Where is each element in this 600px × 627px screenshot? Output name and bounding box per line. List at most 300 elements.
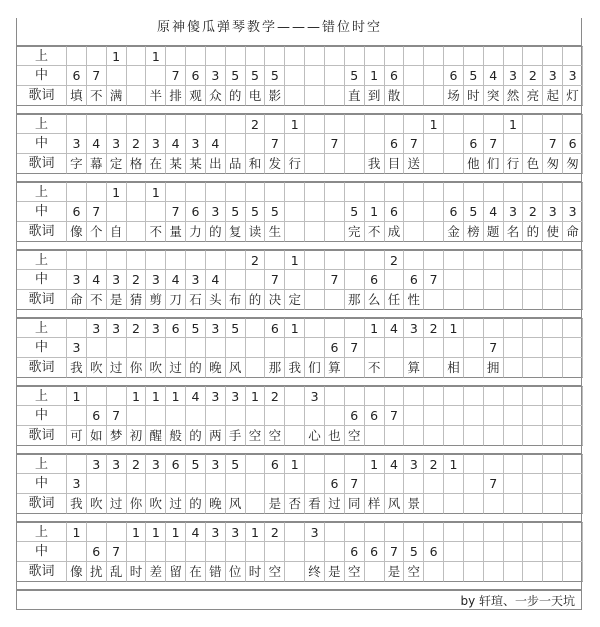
note-cell: 6 <box>186 66 206 86</box>
note-cell <box>543 542 563 562</box>
note-cell: 6 <box>67 202 87 222</box>
lyric-cell: 石 <box>186 290 206 310</box>
note-cell: 2 <box>523 202 543 222</box>
lyrics-row <box>16 154 582 174</box>
note-cell <box>166 46 186 66</box>
note-cell <box>166 474 186 494</box>
lyric-cell: 我 <box>285 358 305 378</box>
lyric-cell: 如 <box>87 426 107 446</box>
row-label-upper: 上 <box>17 114 67 134</box>
note-cell <box>166 338 186 358</box>
note-cell <box>206 114 226 134</box>
lyric-cell: 起 <box>543 86 563 106</box>
note-cell <box>226 542 246 562</box>
lyric-cell: 幕 <box>87 154 107 174</box>
note-cell <box>385 474 405 494</box>
lyric-cell: 色 <box>523 154 543 174</box>
lyric-cell: 的 <box>186 426 206 446</box>
note-cell <box>385 182 405 202</box>
row-label-upper: 上 <box>17 386 67 406</box>
lyric-cell: 般 <box>166 426 186 446</box>
lyric-cell: 匆 <box>563 154 583 174</box>
note-cell: 3 <box>305 522 325 542</box>
lyric-cell: 风 <box>385 494 405 514</box>
lyric-cell: 心 <box>305 426 325 446</box>
lyric-cell: 景 <box>404 494 424 514</box>
note-cell: 4 <box>385 318 405 338</box>
note-cell <box>365 134 385 154</box>
note-cell <box>226 406 246 426</box>
note-cell <box>523 454 543 474</box>
lyric-cell: 过 <box>166 494 186 514</box>
lyric-cell: 观 <box>186 86 206 106</box>
note-cell <box>385 522 405 542</box>
note-cell: 3 <box>67 270 87 290</box>
note-cell <box>543 474 563 494</box>
note-cell <box>265 114 285 134</box>
lyric-cell: 影 <box>265 86 285 106</box>
note-cell <box>305 182 325 202</box>
note-cell <box>285 542 305 562</box>
lyric-cell: 空 <box>246 426 266 446</box>
note-cell <box>424 134 444 154</box>
note-cell <box>305 318 325 338</box>
note-cell <box>444 338 464 358</box>
lyric-cell: 某 <box>166 154 186 174</box>
note-cell <box>424 202 444 222</box>
middle-row <box>16 202 582 222</box>
note-cell <box>166 250 186 270</box>
note-cell: 3 <box>206 522 226 542</box>
note-cell <box>345 454 365 474</box>
lyric-cell <box>127 86 147 106</box>
note-cell <box>127 474 147 494</box>
lyric-cell: 空 <box>265 426 285 446</box>
note-cell <box>563 250 583 270</box>
note-cell: 2 <box>523 66 543 86</box>
lyric-cell: 空 <box>345 562 365 582</box>
lyric-cell: 醒 <box>146 426 166 446</box>
note-cell <box>563 114 583 134</box>
lyric-cell <box>285 426 305 446</box>
upper-row <box>16 182 582 202</box>
note-cell <box>67 250 87 270</box>
row-label-lyrics: 歌词 <box>17 222 67 242</box>
note-cell <box>523 474 543 494</box>
note-cell <box>543 454 563 474</box>
note-cell <box>265 474 285 494</box>
lyric-cell: 吹 <box>87 358 107 378</box>
note-cell: 5 <box>226 318 246 338</box>
note-cell: 3 <box>107 454 127 474</box>
note-cell: 5 <box>345 66 365 86</box>
note-cell <box>146 250 166 270</box>
note-cell <box>563 474 583 494</box>
lyric-cell: 剪 <box>146 290 166 310</box>
note-cell: 1 <box>365 454 385 474</box>
note-cell: 1 <box>107 182 127 202</box>
note-cell <box>424 522 444 542</box>
note-cell <box>484 542 504 562</box>
note-cell <box>166 406 186 426</box>
row-label-lyrics: 歌词 <box>17 154 67 174</box>
middle-row <box>16 270 582 290</box>
lyric-cell: 是 <box>385 562 405 582</box>
note-cell <box>305 542 325 562</box>
note-cell: 4 <box>484 66 504 86</box>
note-cell <box>305 406 325 426</box>
lyric-cell: 吹 <box>146 494 166 514</box>
note-cell: 3 <box>206 318 226 338</box>
group-separator <box>16 446 582 454</box>
note-cell: 3 <box>206 202 226 222</box>
note-cell <box>146 114 166 134</box>
row-label-middle: 中 <box>17 474 67 494</box>
note-cell <box>305 270 325 290</box>
lyric-cell <box>305 86 325 106</box>
note-cell <box>404 66 424 86</box>
note-cell: 4 <box>385 454 405 474</box>
lyric-cell <box>285 86 305 106</box>
lyric-cell: 个 <box>87 222 107 242</box>
lyric-cell: 金 <box>444 222 464 242</box>
lyric-cell <box>484 426 504 446</box>
note-cell: 1 <box>365 318 385 338</box>
note-cell <box>345 386 365 406</box>
note-cell <box>504 406 524 426</box>
lyric-cell <box>325 154 345 174</box>
lyric-cell <box>385 358 405 378</box>
note-cell <box>444 46 464 66</box>
lyric-cell <box>504 562 524 582</box>
lyric-cell <box>444 562 464 582</box>
note-cell: 2 <box>246 250 266 270</box>
lyric-cell <box>464 562 484 582</box>
lyric-cell: 两 <box>206 426 226 446</box>
lyric-cell <box>345 358 365 378</box>
note-cell <box>464 474 484 494</box>
note-cell <box>464 318 484 338</box>
lyric-cell: 过 <box>107 358 127 378</box>
note-cell: 5 <box>265 66 285 86</box>
lyric-cell: 的 <box>186 358 206 378</box>
lyric-cell: 他 <box>464 154 484 174</box>
note-cell <box>464 406 484 426</box>
lyric-cell: 扰 <box>87 562 107 582</box>
lyric-cell: 终 <box>305 562 325 582</box>
lyric-cell: 过 <box>166 358 186 378</box>
note-cell <box>424 66 444 86</box>
note-cell <box>504 474 524 494</box>
lyric-cell: 算 <box>404 358 424 378</box>
note-cell <box>345 46 365 66</box>
lyric-cell: 生 <box>265 222 285 242</box>
note-cell <box>444 522 464 542</box>
lyric-cell: 是 <box>107 290 127 310</box>
note-cell: 6 <box>385 134 405 154</box>
lyric-cell <box>543 562 563 582</box>
lyric-cell <box>424 154 444 174</box>
note-cell <box>325 114 345 134</box>
note-cell <box>325 202 345 222</box>
note-cell <box>166 182 186 202</box>
note-cell <box>404 182 424 202</box>
note-cell: 6 <box>186 202 206 222</box>
lyric-cell: 们 <box>305 358 325 378</box>
note-cell: 7 <box>484 474 504 494</box>
note-cell: 5 <box>186 454 206 474</box>
upper-row <box>16 318 582 338</box>
note-cell: 2 <box>127 454 147 474</box>
note-cell <box>504 454 524 474</box>
note-cell: 5 <box>345 202 365 222</box>
lyric-cell <box>404 86 424 106</box>
note-cell <box>127 250 147 270</box>
lyric-cell: 榜 <box>464 222 484 242</box>
note-cell: 1 <box>285 250 305 270</box>
lyric-cell <box>523 562 543 582</box>
note-cell: 1 <box>166 386 186 406</box>
lyric-cell <box>365 562 385 582</box>
lyric-cell: 在 <box>186 562 206 582</box>
note-cell <box>365 386 385 406</box>
note-cell: 4 <box>186 522 206 542</box>
note-cell: 7 <box>404 134 424 154</box>
note-cell <box>265 250 285 270</box>
group-separator <box>16 582 582 590</box>
note-cell <box>484 454 504 474</box>
note-cell <box>127 338 147 358</box>
note-cell <box>523 406 543 426</box>
note-cell <box>504 46 524 66</box>
note-cell: 5 <box>464 202 484 222</box>
lyric-cell: 那 <box>265 358 285 378</box>
lyric-cell: 发 <box>265 154 285 174</box>
lyric-cell: 散 <box>385 86 405 106</box>
lyric-cell <box>424 426 444 446</box>
lyric-cell: 吹 <box>146 358 166 378</box>
lyric-cell: 目 <box>385 154 405 174</box>
note-cell <box>87 46 107 66</box>
note-cell <box>265 182 285 202</box>
note-cell <box>563 386 583 406</box>
row-label-lyrics: 歌词 <box>17 86 67 106</box>
note-cell <box>543 270 563 290</box>
lyric-cell <box>444 290 464 310</box>
note-cell <box>305 202 325 222</box>
note-cell <box>186 250 206 270</box>
lyric-cell <box>464 494 484 514</box>
note-cell <box>385 46 405 66</box>
note-cell <box>305 46 325 66</box>
lyric-cell: 看 <box>305 494 325 514</box>
note-cell <box>127 46 147 66</box>
note-cell <box>345 114 365 134</box>
lyric-cell <box>464 358 484 378</box>
note-cell: 3 <box>206 66 226 86</box>
note-cell <box>444 474 464 494</box>
lyric-cell: 我 <box>67 494 87 514</box>
note-cell: 3 <box>404 318 424 338</box>
lyric-cell <box>365 426 385 446</box>
note-cell <box>325 454 345 474</box>
row-label-lyrics: 歌词 <box>17 494 67 514</box>
note-cell: 3 <box>107 270 127 290</box>
note-cell <box>246 270 266 290</box>
lyric-cell: 名 <box>504 222 524 242</box>
lyric-cell: 晚 <box>206 358 226 378</box>
lyric-cell <box>404 222 424 242</box>
note-cell: 1 <box>67 386 87 406</box>
lyric-cell: 吹 <box>87 494 107 514</box>
note-cell <box>285 202 305 222</box>
note-cell: 7 <box>87 66 107 86</box>
note-cell <box>523 386 543 406</box>
note-cell <box>325 542 345 562</box>
lyric-cell <box>563 426 583 446</box>
note-cell <box>543 46 563 66</box>
note-cell: 2 <box>385 250 405 270</box>
note-cell <box>504 338 524 358</box>
note-cell: 6 <box>444 66 464 86</box>
note-cell: 3 <box>226 386 246 406</box>
lyric-cell: 过 <box>107 494 127 514</box>
lyric-cell <box>484 562 504 582</box>
note-cell: 6 <box>265 454 285 474</box>
score-sheet <box>16 18 582 608</box>
note-cell <box>107 474 127 494</box>
note-cell: 7 <box>87 202 107 222</box>
note-cell <box>285 386 305 406</box>
note-cell: 6 <box>345 406 365 426</box>
note-cell <box>484 46 504 66</box>
note-cell <box>523 114 543 134</box>
upper-row <box>16 386 582 406</box>
note-cell <box>285 270 305 290</box>
note-cell <box>464 114 484 134</box>
lyric-cell: 命 <box>563 222 583 242</box>
note-cell <box>543 114 563 134</box>
note-cell: 4 <box>87 134 107 154</box>
note-cell <box>484 406 504 426</box>
note-cell <box>325 406 345 426</box>
note-cell <box>563 522 583 542</box>
note-cell <box>563 542 583 562</box>
note-cell: 1 <box>285 318 305 338</box>
note-cell: 6 <box>365 542 385 562</box>
note-cell <box>543 318 563 338</box>
lyric-cell: 直 <box>345 86 365 106</box>
lyric-cell: 半 <box>146 86 166 106</box>
lyric-cell <box>444 154 464 174</box>
note-cell <box>206 474 226 494</box>
note-cell <box>365 474 385 494</box>
note-cell: 6 <box>166 454 186 474</box>
note-cell <box>325 46 345 66</box>
note-cell <box>504 522 524 542</box>
title-row <box>16 18 582 38</box>
note-cell <box>484 270 504 290</box>
note-cell <box>563 454 583 474</box>
note-cell <box>226 46 246 66</box>
note-cell <box>127 66 147 86</box>
note-cell <box>444 182 464 202</box>
lyric-cell: 不 <box>365 222 385 242</box>
lyric-cell: 是 <box>265 494 285 514</box>
note-cell <box>385 386 405 406</box>
group-separator <box>16 310 582 318</box>
lyrics-row <box>16 86 582 106</box>
lyric-cell <box>563 494 583 514</box>
note-cell: 6 <box>67 66 87 86</box>
note-cell <box>424 386 444 406</box>
note-cell <box>146 542 166 562</box>
note-cell: 1 <box>146 46 166 66</box>
lyric-cell: 的 <box>246 290 266 310</box>
note-cell: 5 <box>186 318 206 338</box>
lyric-cell <box>385 426 405 446</box>
lyric-cell: 到 <box>365 86 385 106</box>
lyric-cell: 像 <box>67 562 87 582</box>
lyric-cell: 复 <box>226 222 246 242</box>
note-cell: 3 <box>107 134 127 154</box>
lyric-cell: 读 <box>246 222 266 242</box>
note-cell: 7 <box>484 134 504 154</box>
lyric-cell <box>424 494 444 514</box>
lyric-cell <box>345 154 365 174</box>
row-label-upper: 上 <box>17 318 67 338</box>
middle-row <box>16 474 582 494</box>
lyric-cell: 相 <box>444 358 464 378</box>
note-cell <box>146 338 166 358</box>
note-cell <box>543 386 563 406</box>
lyric-cell: 成 <box>385 222 405 242</box>
lyric-cell <box>523 290 543 310</box>
note-cell <box>107 202 127 222</box>
note-cell <box>127 406 147 426</box>
note-cell <box>464 454 484 474</box>
lyric-cell: 的 <box>186 494 206 514</box>
note-cell <box>464 46 484 66</box>
note-cell: 3 <box>504 66 524 86</box>
note-cell <box>523 134 543 154</box>
note-cell <box>444 270 464 290</box>
note-cell: 5 <box>226 66 246 86</box>
note-cell: 1 <box>365 202 385 222</box>
note-cell <box>127 114 147 134</box>
lyric-cell <box>563 358 583 378</box>
note-cell: 6 <box>87 542 107 562</box>
note-cell: 6 <box>385 66 405 86</box>
note-cell: 3 <box>226 522 246 542</box>
note-cell: 4 <box>206 270 226 290</box>
footer-row <box>16 590 582 610</box>
note-cell: 2 <box>127 134 147 154</box>
note-cell <box>67 406 87 426</box>
middle-row <box>16 66 582 86</box>
note-cell <box>424 406 444 426</box>
note-cell <box>305 454 325 474</box>
row-label-upper: 上 <box>17 522 67 542</box>
lyric-cell: 同 <box>345 494 365 514</box>
upper-row <box>16 114 582 134</box>
note-cell <box>563 318 583 338</box>
note-cell <box>543 338 563 358</box>
lyric-cell: 满 <box>107 86 127 106</box>
note-cell: 1 <box>127 386 147 406</box>
lyric-cell <box>444 426 464 446</box>
note-cell <box>206 542 226 562</box>
